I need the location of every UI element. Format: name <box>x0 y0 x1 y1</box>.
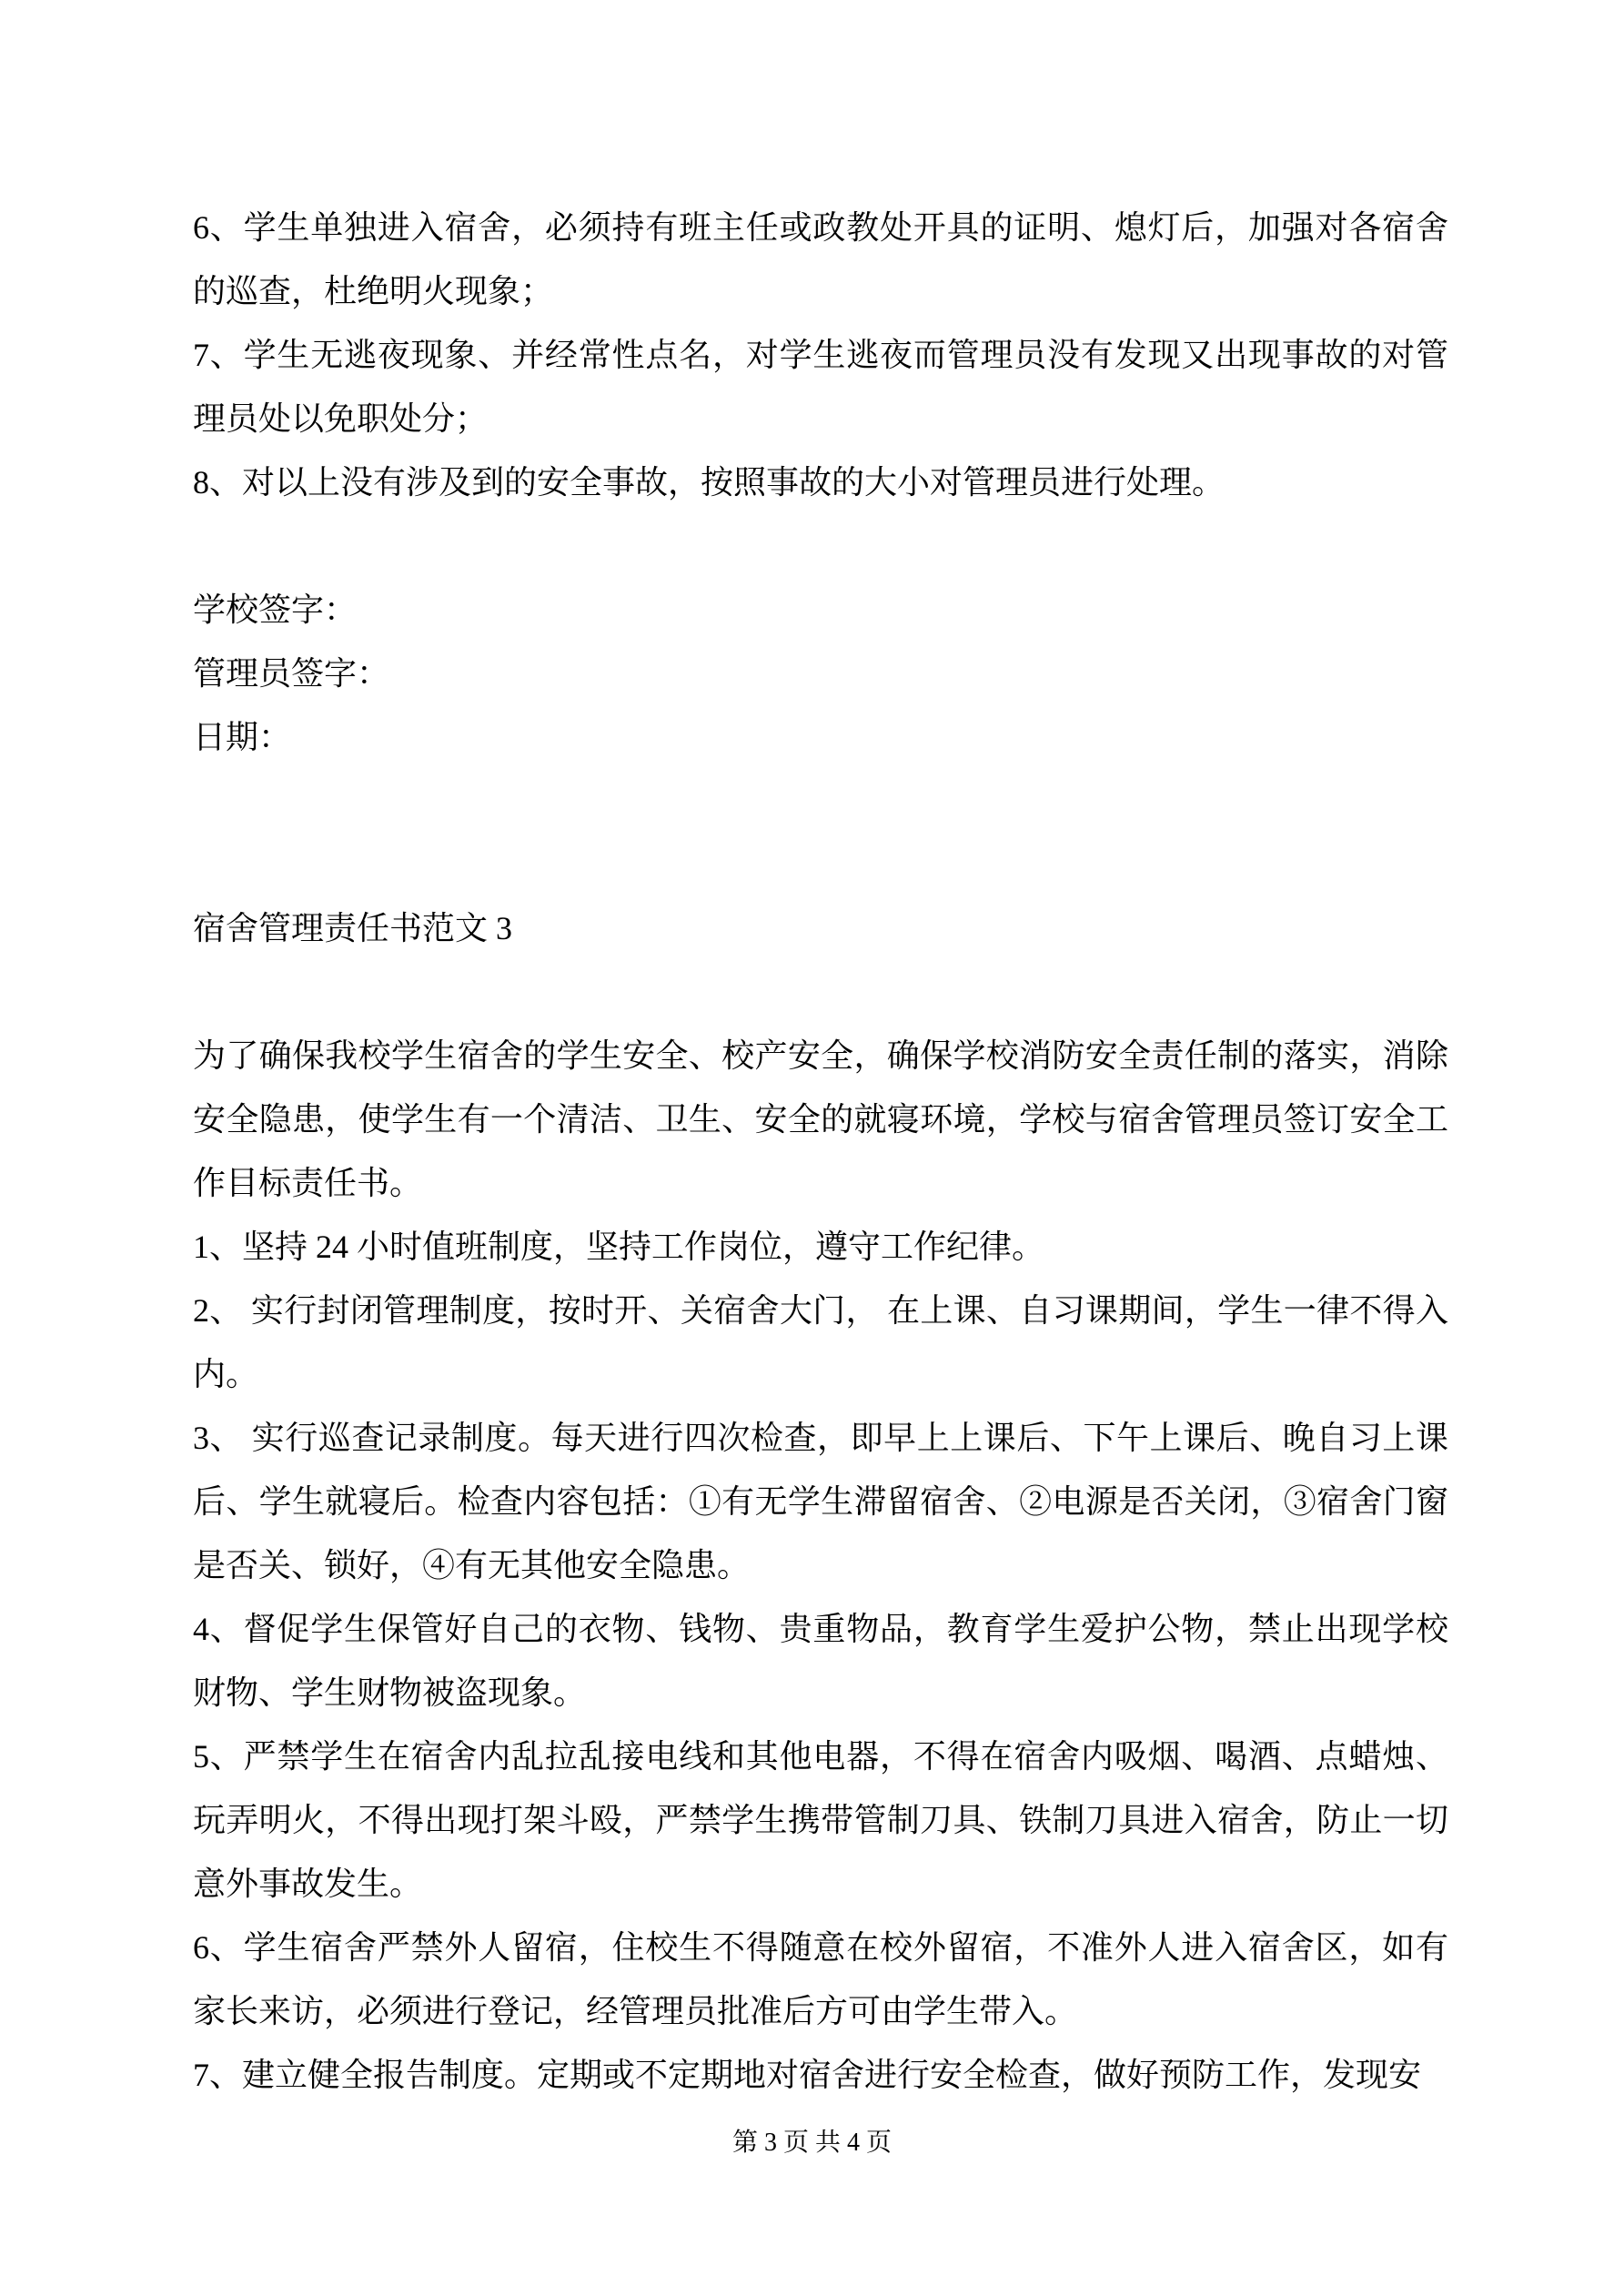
document-body <box>193 196 1448 2107</box>
blank-lines <box>193 769 1448 896</box>
section-title: 宿舍管理责任书范文 3 <box>193 910 513 946</box>
clause-item-6: 6、学生宿舍严禁外人留宿，住校生不得随意在校外留宿，不准外人进入宿舍区，如有家长来访，必须进行登记，经管理员批准后方可由学生带入。 <box>193 1929 1448 2029</box>
school-signature-label: 学校签字： <box>193 592 358 628</box>
clause-item-7: 7、建立健全报告制度。定期或不定期地对宿舍进行安全检查，做好预防工作，发现安 <box>193 2057 1422 2093</box>
clause-item-2: 2、 实行封闭管理制度，按时开、关宿舍大门， 在上课、自习课期间，学生一律不得入内。 <box>193 1292 1448 1392</box>
clause-item-5: 5、严禁学生在宿舍内乱拉乱接电线和其他电器，不得在宿舍内吸烟、喝酒、点蜡烛、玩弄明火，不得出现打架斗殴，严禁学生携带管制刀具、铁制刀具进入宿舍，防止一切意外事故发生。 <box>193 1738 1448 1902</box>
date-label: 日期： <box>193 719 292 755</box>
blank-line <box>193 960 1448 1024</box>
manager-signature-label: 管理员签字： <box>193 655 390 692</box>
page-footer: 第 3 页 共 4 页 <box>731 2129 892 2157</box>
clause-item-4: 4、督促学生保管好自己的衣物、钱物、贵重物品，教育学生爱护公物，禁止出现学校财物、学生财物被盗现象。 <box>193 1611 1448 1711</box>
clause-7: 7、学生无逃夜现象、并经常性点名，对学生逃夜而管理员没有发现又出现事故的对管理员处以免职处分； <box>193 337 1448 437</box>
clause-item-3: 3、 实行巡查记录制度。每天进行四次检查，即早上上课后、下午上课后、晚自习上课后、学生就寝后。检查内容包括：①有无学生滞留宿舍、②电源是否关闭，③宿舍门窗是否关、锁好，④有无其他安全隐患。 <box>193 1420 1448 1583</box>
clause-item-1: 1、坚持 24 小时值班制度，坚持工作岗位，遵守工作纪律。 <box>193 1229 1045 1265</box>
intro-paragraph: 为了确保我校学生宿舍的学生安全、校产安全，确保学校消防安全责任制的落实，消除安全隐患，使学生有一个清洁、卫生、安全的就寝环境，学校与宿舍管理员签订安全工作目标责任书。 <box>193 1037 1448 1201</box>
clause-6: 6、学生单独进入宿舍，必须持有班主任或政教处开具的证明、熄灯后，加强对各宿舍的巡查，杜绝明火现象； <box>193 209 1448 309</box>
clause-8: 8、对以上没有涉及到的安全事故，按照事故的大小对管理员进行处理。 <box>193 464 1226 501</box>
blank-line <box>193 514 1448 578</box>
